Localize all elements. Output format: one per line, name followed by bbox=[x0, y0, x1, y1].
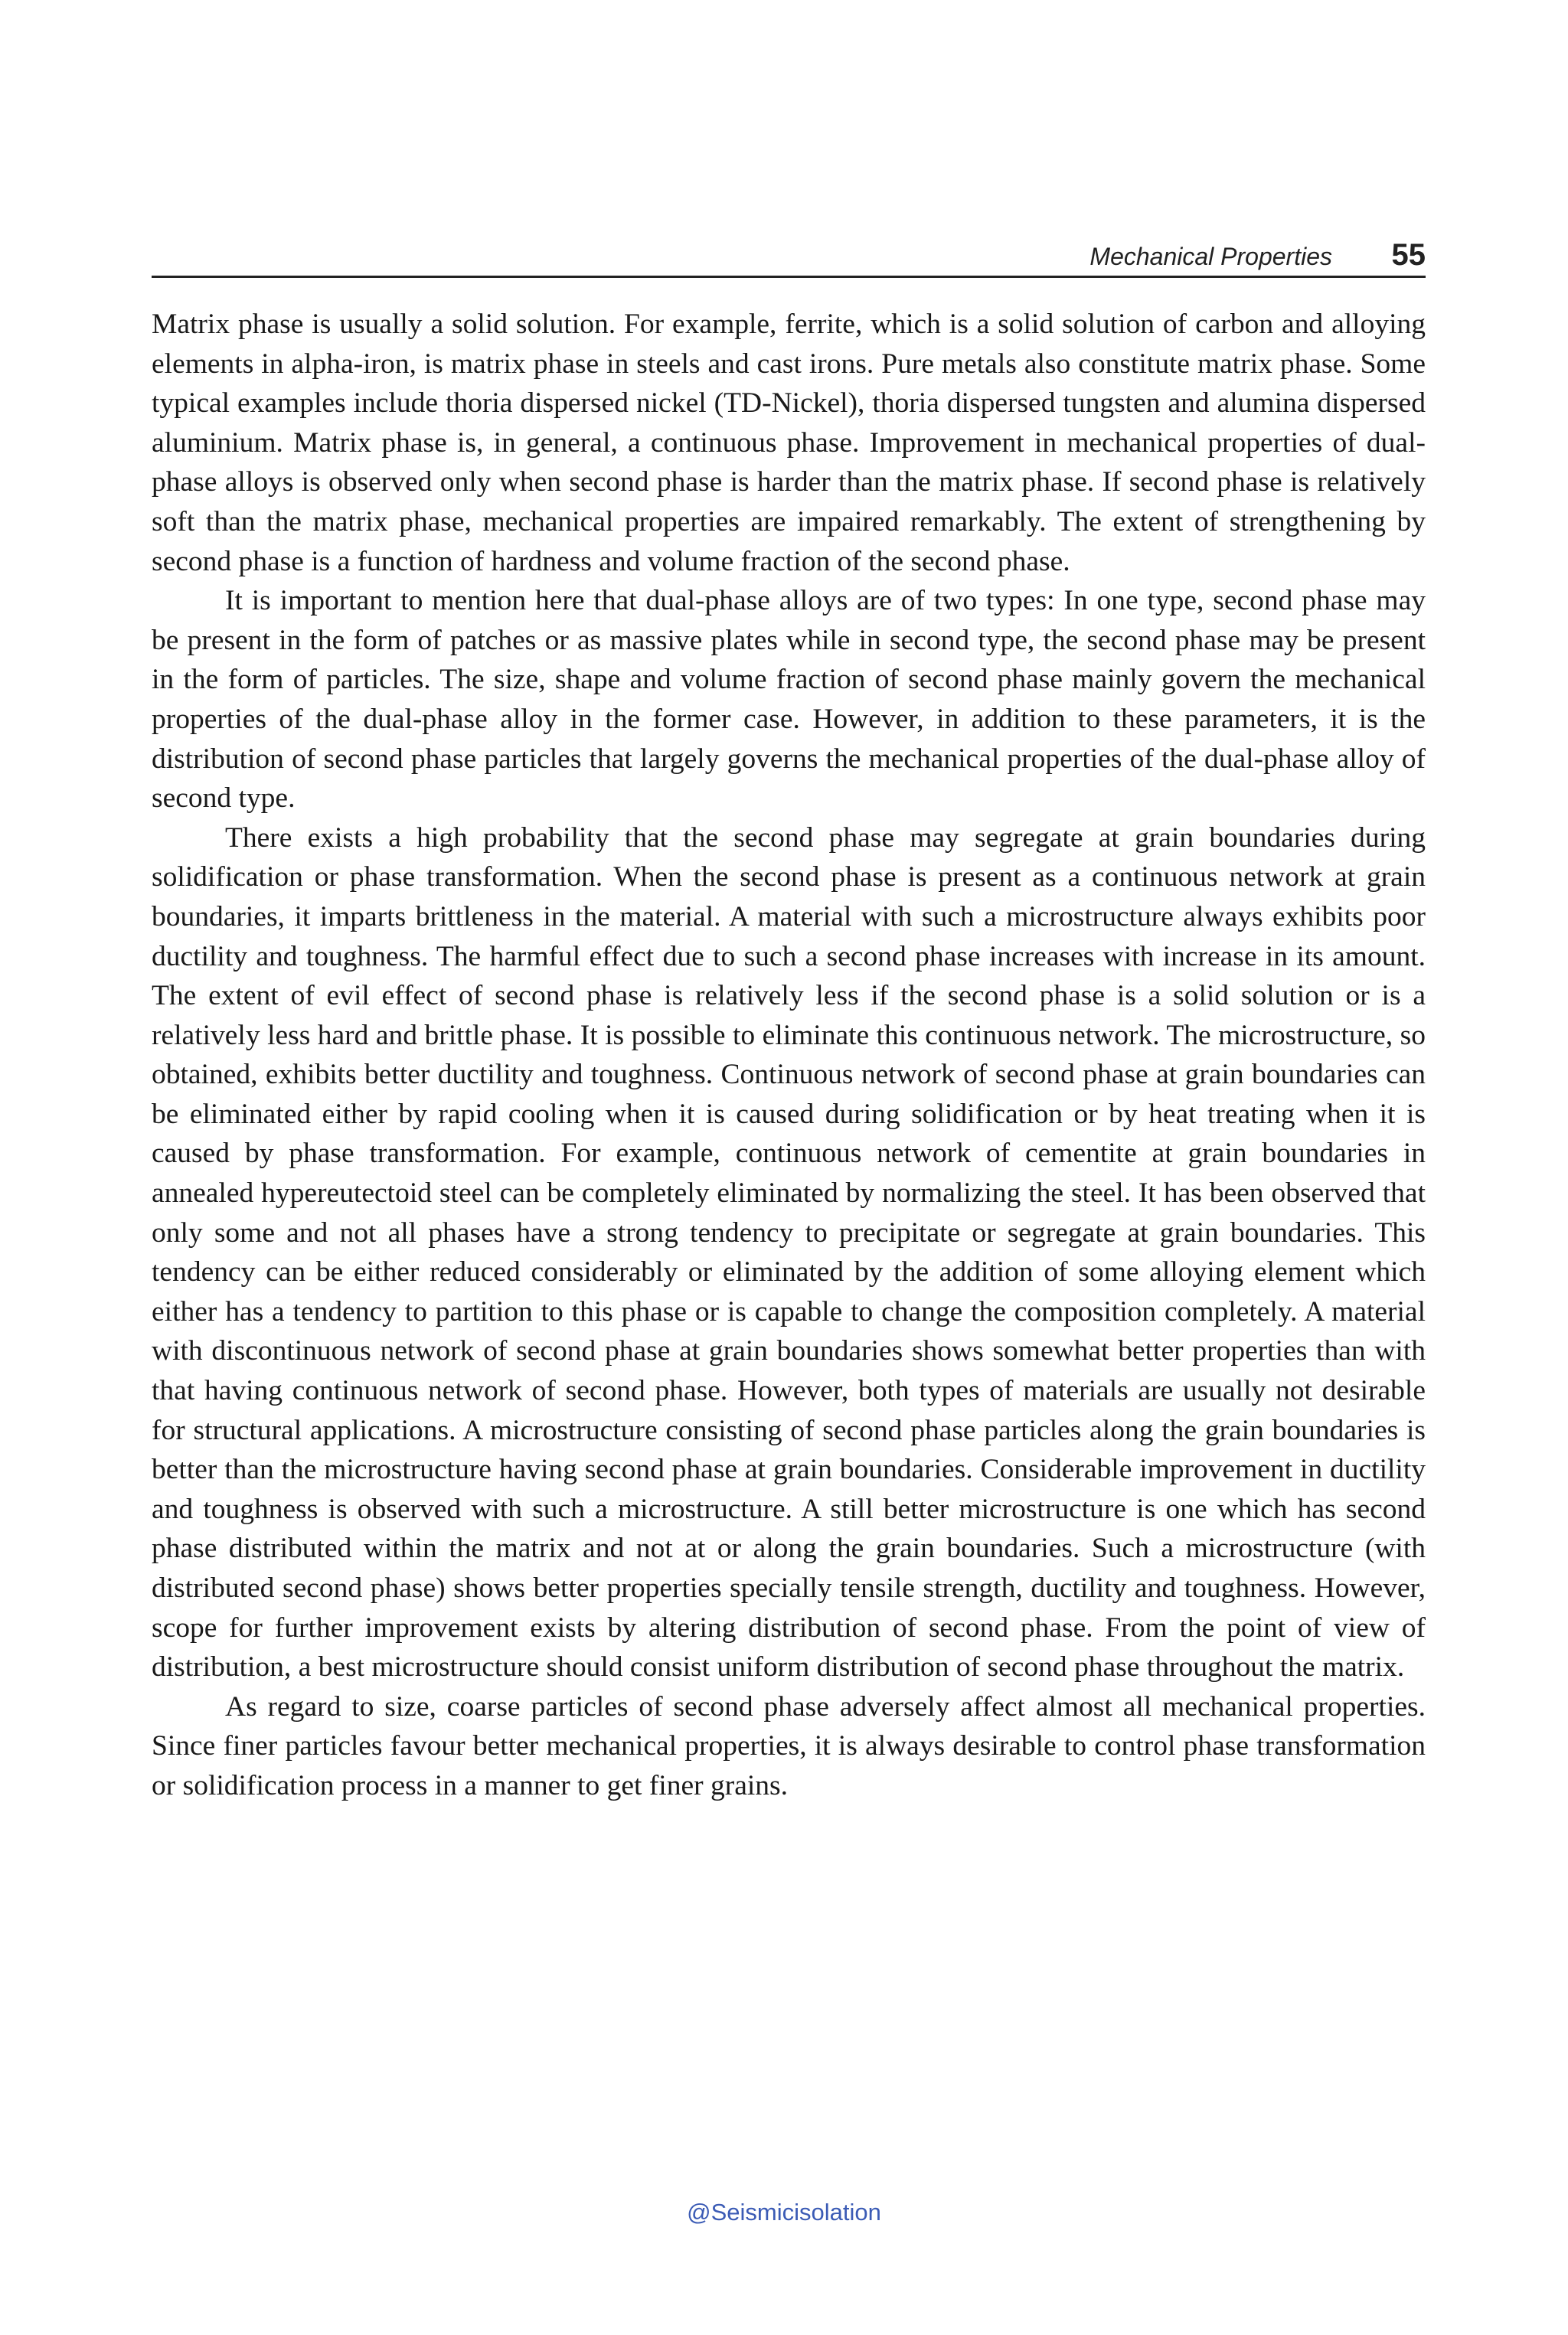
paragraph-dual-phase-types: It is important to mention here that dual-phase alloys are of two types: In one type, second phase may be present in the form of patches or as massive plates while in second type, the second phase may be present in the form of particles. The size, shape and volume fraction of second phase mainly govern the mechanical properties of the dual-phase alloy in the former case. However, in addition to these parameters, it is the distribution of second phase particles that largely governs the mechanical properties of the dual-phase alloy of second type. bbox=[152, 585, 1426, 815]
paragraph-matrix-phase: Matrix phase is usually a solid solution. For example, ferrite, which is a solid solution of carbon and alloying elements in alpha-iron, is matrix phase in steels and cast irons. Pure metals also constitute matrix phase. Some typical examples include thoria dispersed nickel (TD-Nickel), thoria dispersed tungsten and alumina dispersed aluminium. Matrix phase is, in general, a continuous phase. Improvement in mechanical properties of dual-phase alloys is observed only when second phase is harder than the matrix phase. If second phase is relatively soft than the matrix phase, mechanical properties are impaired remarkably. The extent of strengthening by second phase is a function of hardness and volume fraction of the second phase. bbox=[152, 309, 1426, 577]
running-header-title: Mechanical Properties bbox=[1089, 243, 1332, 270]
running-header bbox=[152, 230, 1426, 278]
watermark-text: @Seismicisolation bbox=[687, 2199, 881, 2226]
paragraph-grain-boundary-segregation: There exists a high probability that the second phase may segregate at grain boundaries during solidification or phase transformation. When the second phase is present as a continuous network at grain boundaries, it imparts brittleness in the material. A material with such a microstructure always exhibits poor ductility and toughness. The harmful effect due to such a second phase increases with increase in its amount. The extent of evil effect of second phase is relatively less if the second phase is a solid solution or is a relatively less hard and brittle phase. It is possible to eliminate this continuous network. The microstructure, so obtained, exhibits better ductility and toughness. Continuous network of second phase at grain boundaries can be eliminated either by rapid cooling when it is caused during solidification or by heat treating when it is caused by phase transformation. For example, continuous network of cementite at grain boundaries in annealed hypereutectoid steel can be completely eliminated by normalizing the steel. It has been observed that only some and not all phases have a strong tendency to precipitate or segregate at grain boundaries. This tendency can be either reduced considerably or eliminated by the addition of some alloying element which either has a tendency to partition to this phase or is capable to change the composition completely. A material with discontinuous network of second phase at grain boundaries shows somewhat better properties than with that having continuous network of second phase. However, both types of materials are usually not desirable for structural applications. A microstructure consisting of second phase particles along the grain boundaries is better than the microstructure having second phase at grain boundaries. Considerable improvement in ductility and toughness is observed with such a microstructure. A still better microstructure is one which has second phase distributed within the matrix and not at or along the grain boundaries. Such a microstructure (with distributed second phase) shows better properties specially tensile strength, ductility and toughness. However, scope for further improvement exists by altering distribution of second phase. From the point of view of distribution, a best microstructure should consist uniform distribution of second phase throughout the matrix. bbox=[152, 821, 1426, 1683]
page-number: 55 bbox=[1391, 238, 1426, 272]
body-text bbox=[152, 305, 1426, 1806]
paragraph-particle-size: As regard to size, coarse particles of second phase adversely affect almost all mechanical properties. Since finer particles favour better mechanical properties, it is always desirable to control phase transformation or solidification process in a manner to get finer grains. bbox=[152, 1690, 1426, 1801]
